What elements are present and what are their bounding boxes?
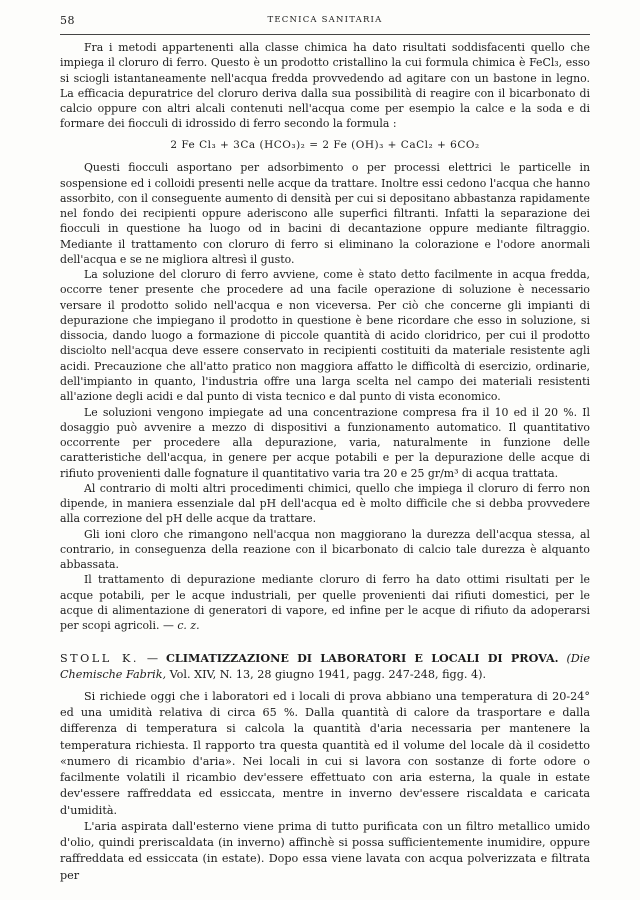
chemical-formula: 2 Fe Cl₃ + 3Ca (HCO₃)₂ = 2 Fe (OH)₃ + CaCl₂ + 6CO₂ (170, 138, 480, 151)
abstract-heading (60, 650, 590, 683)
citation: Vol. XIV, N. 13, 28 giugno 1941, pagg. 247-248, figg. 4). (169, 667, 487, 681)
paragraph: Gli ioni cloro che rimangono nell'acqua non maggiorano la durezza dell'acqua stessa, al contrario, in conseguenza della reazione con il bicarbonato di calcio tale durezza è alquanto abbassata. (60, 527, 590, 572)
article-ferric-chloride (60, 40, 590, 634)
section-spacer (60, 634, 590, 650)
paragraph: Questi fiocculi asportano per adsorbimento o per processi elettrici le particelle in sospensione ed i colloidi presenti nelle acque da trattare. Inoltre essi cedono l'acqua che hanno assorbito, con il conseguente aumento di densità per cui si depositano abbastanza rapidamente nel fondo dei recipienti oppure aderiscono alle superfici filtranti. Infatti la separazione dei fiocculi in questione ha luogo od in bacini di decantazione oppure mediante filtraggio. Mediante il trattamento con cloruro di ferro si eliminano la colorazione e l'odore anormali dell'acqua e se ne migliora altresì il gusto. (60, 161, 590, 266)
paragraph: Fra i metodi appartenenti alla classe chimica ha dato risultati soddisfacenti quello che impiega il cloruro di ferro. Questo è un prodotto cristallino la cui formula chimica è FeCl₃, esso si sciogli istantaneamente nell'acqua fredda provvedendo ad agitare con un bastone in legno. La efficacia depuratrice del cloruro deriva dalla sua possibilità di reagire con il bicarbonato di calcio oppure con altri alcali contenuti nell'acqua come per esempio la calce e la soda e di formare dei fiocculi di idrossido di ferro secondo la formula : (60, 41, 590, 131)
author-signature: c. z. (177, 619, 200, 633)
running-title: TECNICA SANITARIA (267, 15, 383, 25)
journal-name: (Die Chemische Fabrik, (60, 651, 590, 681)
abstract-author: STOLL K. (60, 651, 139, 665)
article-climatization (60, 650, 590, 884)
abstract-title: CLIMATIZZAZIONE DI LABORATORI E LOCALI DI PROVA. (165, 650, 559, 665)
paragraph: L'aria aspirata dall'esterno viene prima di tutto purificata con un filtro metallico umido d'olio, quindi preriscaldata (in inverno) affinchè si possa sufficientemente inumidire, oppure raffreddata ed essiccata (in estate). Dopo essa viene lavata con acqua polverizzata e filtrata per (60, 819, 590, 882)
paragraph: Al contrario di molti altri procedimenti chimici, quello che impiega il cloruro di ferro non dipende, in maniera essenziale dal pH dell'acqua ed è molto difficile che si debba provvedere alla correzione del pH delle acque da trattare. (60, 481, 590, 526)
page-body (60, 40, 590, 884)
heading-dash: — (138, 651, 166, 665)
paragraph: Le soluzioni vengono impiegate ad una concentrazione compresa fra il 10 ed il 20 %. Il dosaggio può avvenire a mezzo di dispositivi a funzionamento automatico. Il quantitativo occorrente per procedere alla depurazione, varia, naturalmente in funzione delle caratteristiche dell'acqua, in genere per acque potabili e per la depurazione delle acque di rifiuto provenienti dalle fognature il quantitativo varia tra 20 e 25 gr/m³ di acqua trattata. (60, 405, 590, 480)
paragraph-text: Il trattamento di depurazione mediante cloruro di ferro ha dato ottimi risultati per le acque potabili, per le acque industriali, per quelle provenienti dai rifiuti domestici, per le acque di alimentazione di generatori di vapore, ed infine per le acque di rifiuto da adoperarsi per scopi agricoli. — (60, 573, 590, 633)
page-header (60, 14, 590, 34)
page-number: 58 (60, 14, 75, 27)
paragraph: Si richiede oggi che i laboratori ed i locali di prova abbiano una temperatura di 20-24° ed una umidità relativa di circa 65 %. Dalla quantità di calore da trasportare e dalla differenza di temperatura si calcola la quantità d'aria necessaria per mantenere la temperatura richiesta. Il rapporto tra questa quantità ed il volume del locale dà il cosidetto «numero di ricambio d'aria». Nei locali in cui si lavora con sostanze di forte odore o facilmente volatili il ricambio dev'essere effettuato con aria esterna, la quale in estate dev'essere raffreddata ed essiccata, mentre in inverno dev'essere riscaldata e caricata d'umidità. (60, 689, 590, 817)
paragraph: La soluzione del cloruro di ferro avviene, come è stato detto facilmente in acqua fredda, occorre tener presente che procedere ad una facile operazione di soluzione è necessario versare il prodotto solido nell'acqua e non viceversa. Per ciò che concerne gli impianti di depurazione che impiegano il prodotto in questione è bene ricordare che esso in soluzione, si dissocia, dando luogo a formazione di piccole quantità di acido cloridrico, per cui il prodotto disciolto nell'acqua deve essere conservato in recipienti costituiti da materiale resistente agli acidi. Precauzione che all'atto pratico non maggiora affatto le difficoltà di esercizio, ordinarie, dell'impianto in quanto, l'industria offre una larga scelta nel campo dei materiali resistenti all'azione degli acidi e dal punto di vista tecnico e dal punto di vista economico. (60, 268, 590, 404)
paragraph (60, 572, 590, 633)
header-rule (60, 34, 590, 35)
